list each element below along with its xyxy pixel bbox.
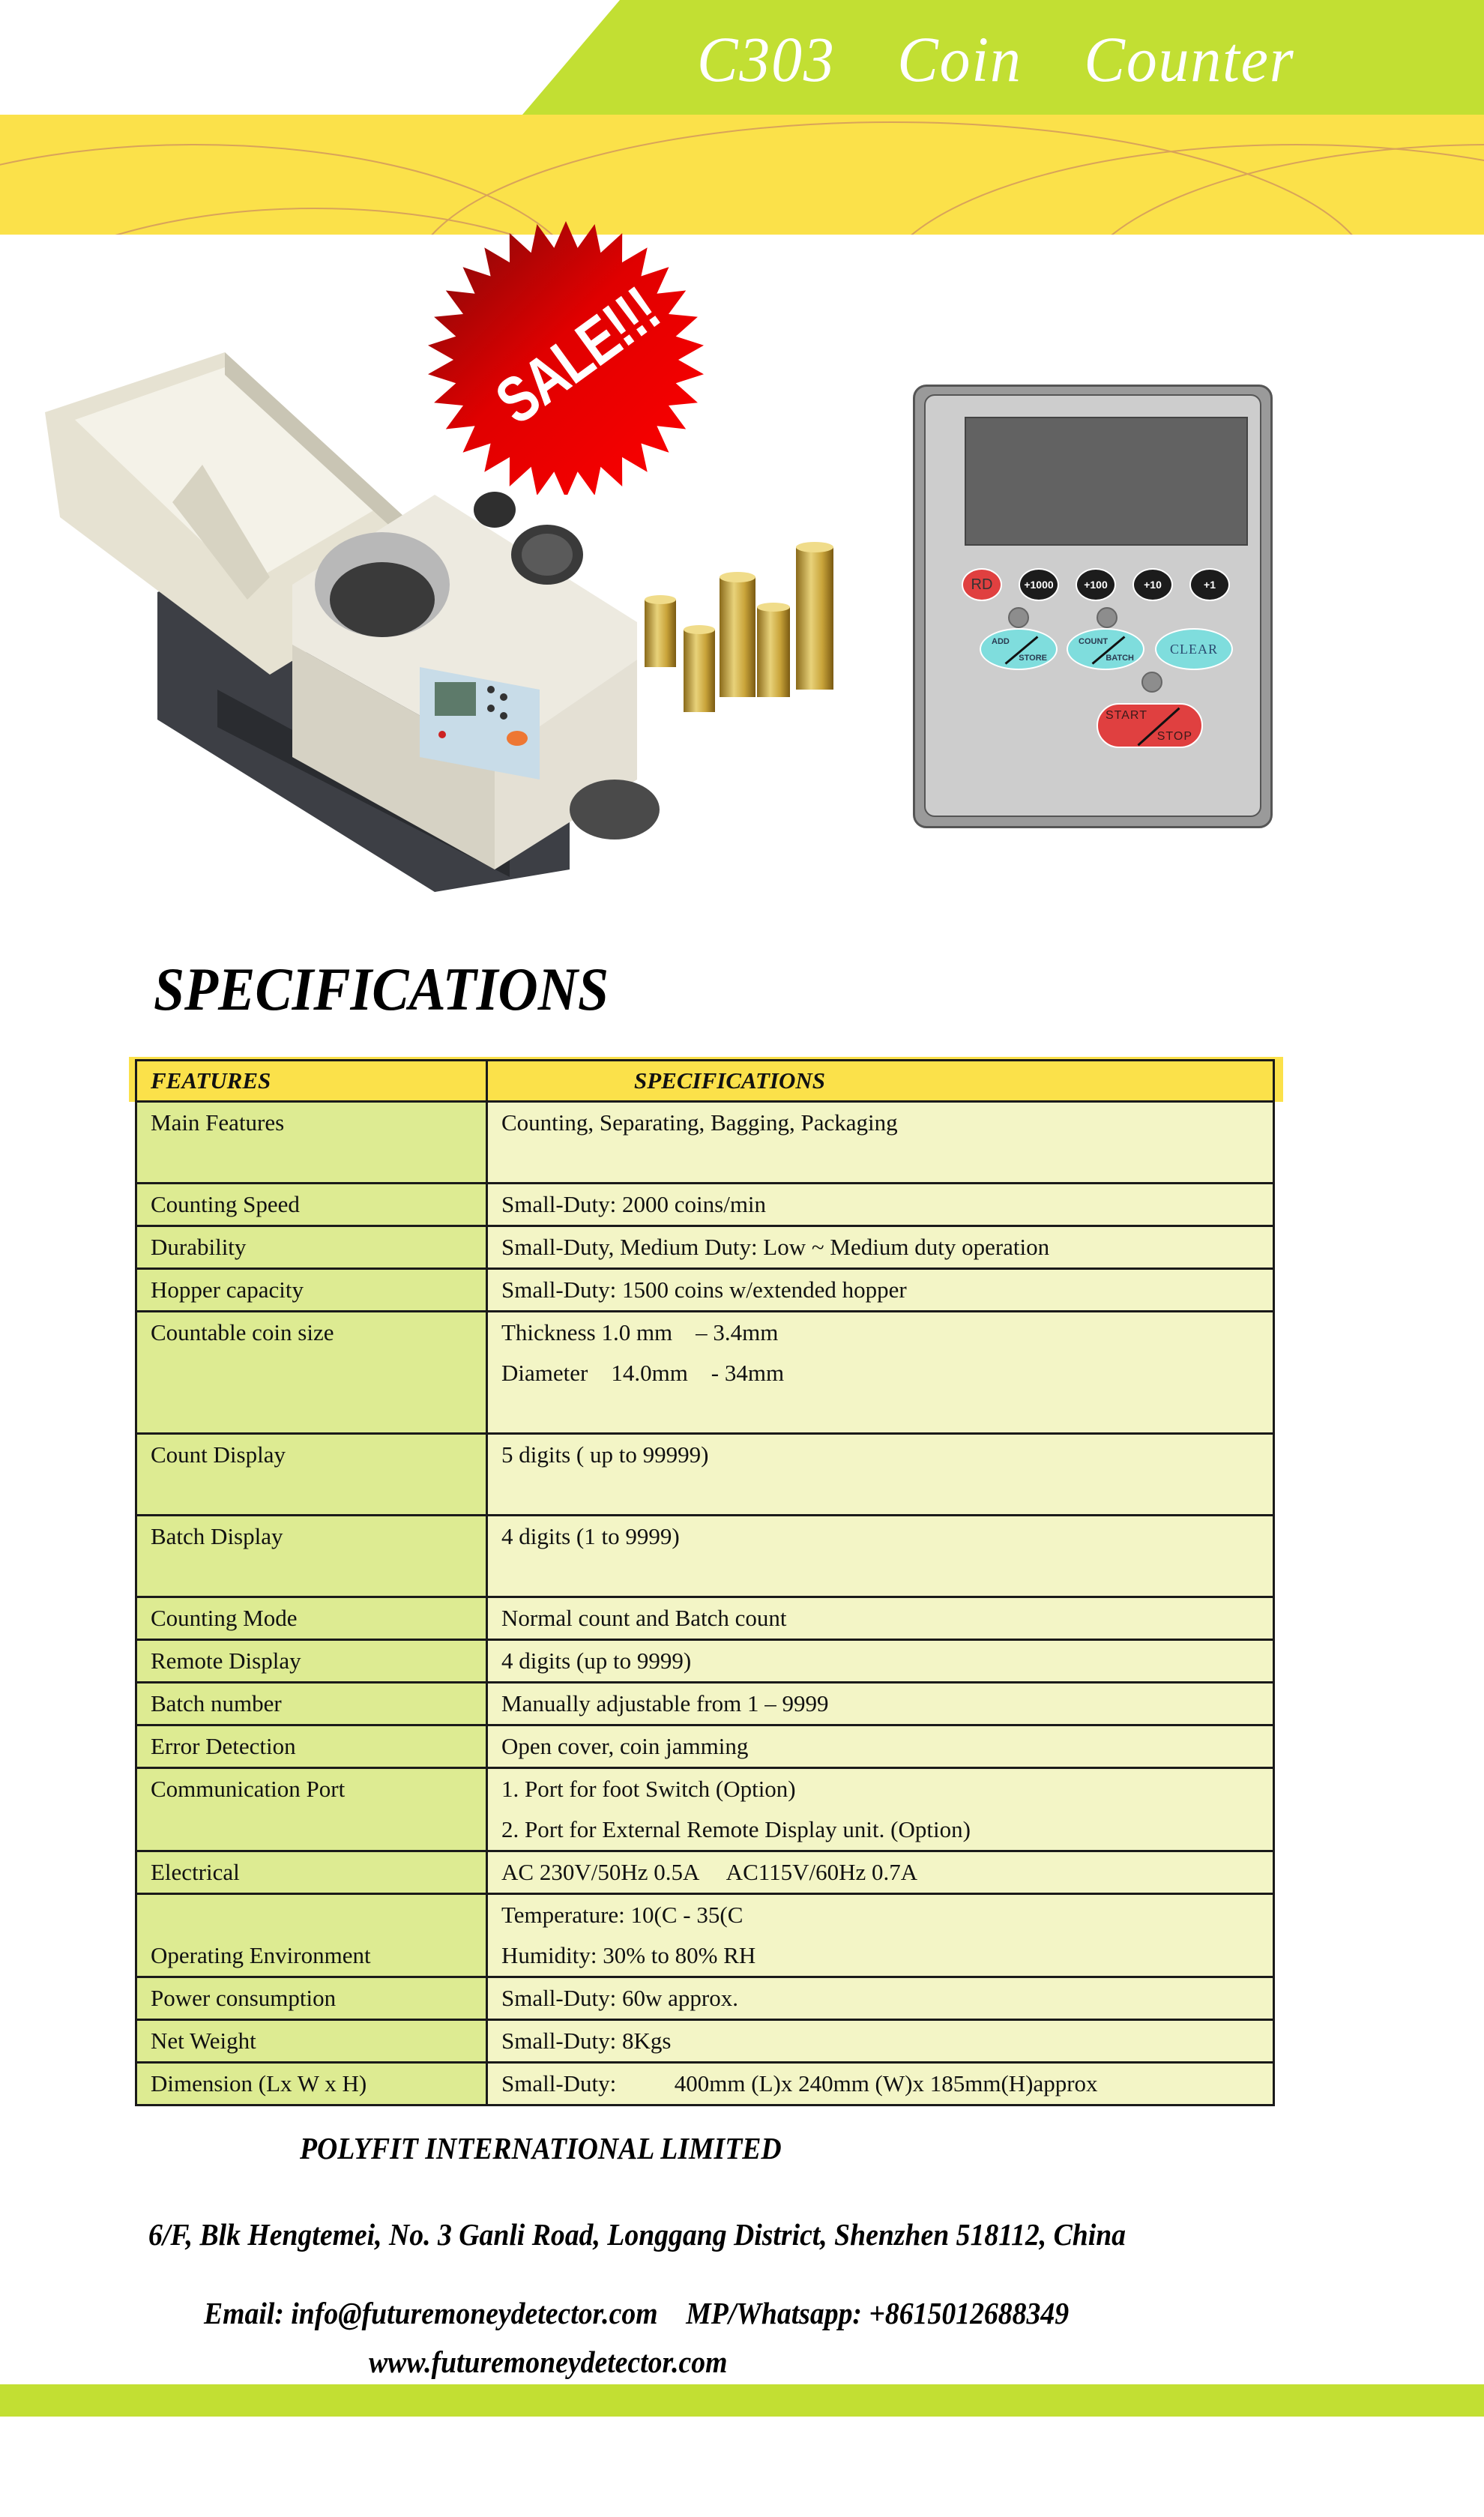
specifications-table xyxy=(135,1059,1275,2106)
spec-value: Counting, Separating, Bagging, Packaging xyxy=(501,1109,898,1136)
feature-label: Batch Display xyxy=(151,1523,283,1549)
spec-value: Thickness 1.0 mm – 3.4mm xyxy=(501,1319,779,1345)
table-row xyxy=(136,1725,1274,1768)
footer-bar xyxy=(0,2384,1484,2417)
batch-label: BATCH xyxy=(1106,654,1134,663)
spec-value: Small-Duty: 400mm (L)x 240mm (W)x 185mm(H)approx xyxy=(501,2070,1098,2097)
table-row xyxy=(136,1977,1274,2020)
spec-cell xyxy=(487,1102,1274,1184)
spec-value: Small-Duty: 2000 coins/min xyxy=(501,1191,767,1217)
table-row xyxy=(136,1768,1274,1851)
table-row xyxy=(136,1851,1274,1894)
spec-cell xyxy=(487,1226,1274,1269)
feature-label: Power consumption xyxy=(151,1985,337,2011)
spec-value: 2. Port for External Remote Display unit. (Option) xyxy=(501,1816,971,1842)
store-label: STORE xyxy=(1019,654,1047,663)
plus-1000-key: +1000 xyxy=(1019,568,1059,601)
feature-label: Operating Environment xyxy=(151,1942,371,1968)
arc-pattern-icon xyxy=(0,115,1484,235)
feature-label: Net Weight xyxy=(151,2028,256,2054)
stop-label: STOP xyxy=(1156,730,1192,743)
spec-cell xyxy=(487,1597,1274,1640)
feature-label: Batch number xyxy=(151,1690,282,1716)
table-row xyxy=(136,1683,1274,1725)
table-header-row xyxy=(136,1061,1274,1102)
table-row xyxy=(136,2020,1274,2063)
spec-value: Open cover, coin jamming xyxy=(501,1733,749,1759)
spec-cell xyxy=(487,1725,1274,1768)
spec-value: Diameter 14.0mm - 34mm xyxy=(501,1360,785,1386)
table-row xyxy=(136,2063,1274,2105)
feature-cell xyxy=(136,1184,487,1226)
spec-cell xyxy=(487,1851,1274,1894)
spec-value: Humidity: 30% to 80% RH xyxy=(501,1942,756,1968)
count-batch-key xyxy=(1067,628,1144,670)
start-stop-key xyxy=(1097,703,1203,748)
start-led-icon xyxy=(1141,672,1162,693)
table-row xyxy=(136,1434,1274,1516)
spec-cell xyxy=(487,1640,1274,1683)
table-row xyxy=(136,1516,1274,1597)
spec-cell xyxy=(487,1516,1274,1597)
feature-cell xyxy=(136,1434,487,1516)
count-label: COUNT xyxy=(1079,637,1109,646)
column-header-features: FEATURES xyxy=(136,1061,487,1102)
feature-label: Remote Display xyxy=(151,1648,301,1674)
add-store-led-icon xyxy=(1008,607,1029,628)
panel-lcd-screen xyxy=(965,417,1248,546)
table-row xyxy=(136,1102,1274,1184)
plus-100-key: +100 xyxy=(1076,568,1116,601)
plus-1-key: +1 xyxy=(1189,568,1230,601)
spec-value: 5 digits ( up to 99999) xyxy=(501,1441,709,1468)
feature-cell xyxy=(136,1725,487,1768)
company-address: 6/F, Blk Hengtemei, No. 3 Ganli Road, Longgang District, Shenzhen 518112, China xyxy=(148,2217,1126,2252)
feature-cell xyxy=(136,1851,487,1894)
feature-label: Counting Speed xyxy=(151,1191,300,1217)
spec-cell xyxy=(487,2020,1274,2063)
feature-label: Durability xyxy=(151,1234,247,1260)
website-link[interactable]: www.futuremoneydetector.com xyxy=(369,2345,728,2379)
table-row xyxy=(136,1269,1274,1312)
spec-value: Small-Duty, Medium Duty: Low ~ Medium duty operation xyxy=(501,1234,1050,1260)
spec-value: AC 230V/50Hz 0.5A AC115V/60Hz 0.7A xyxy=(501,1859,918,1885)
spec-value: Manually adjustable from 1 – 9999 xyxy=(501,1690,829,1716)
feature-cell xyxy=(136,1683,487,1725)
feature-cell xyxy=(136,2020,487,2063)
whatsapp-number: MP/Whatsapp: +8615012688349 xyxy=(686,2296,1070,2330)
spec-value: Normal count and Batch count xyxy=(501,1605,787,1631)
spec-cell xyxy=(487,1312,1274,1434)
spec-cell xyxy=(487,1184,1274,1226)
feature-cell xyxy=(136,1269,487,1312)
feature-label: Error Detection xyxy=(151,1733,296,1759)
column-header-specifications: SPECIFICATIONS xyxy=(487,1061,1274,1102)
spec-value: Small-Duty: 60w approx. xyxy=(501,1985,738,2011)
feature-cell xyxy=(136,1977,487,2020)
feature-label: Count Display xyxy=(151,1441,286,1468)
add-store-key xyxy=(980,628,1058,670)
spec-value: Small-Duty: 1500 coins w/extended hopper xyxy=(501,1276,907,1303)
feature-label: Main Features xyxy=(151,1109,285,1136)
email-link[interactable]: Email: info@futuremoneydetector.com xyxy=(204,2296,658,2330)
table-row xyxy=(136,1312,1274,1434)
spec-cell xyxy=(487,2063,1274,2105)
feature-label: Counting Mode xyxy=(151,1605,298,1631)
spec-cell xyxy=(487,1434,1274,1516)
spec-value: 4 digits (up to 9999) xyxy=(501,1648,692,1674)
panel-face xyxy=(924,394,1261,817)
feature-label: Hopper capacity xyxy=(151,1276,304,1303)
feature-label: Electrical xyxy=(151,1859,240,1885)
sale-badge-text: SALE!!! xyxy=(483,274,672,438)
clear-key: CLEAR xyxy=(1155,628,1233,670)
table-row xyxy=(136,1226,1274,1269)
feature-cell xyxy=(136,1312,487,1434)
company-name: POLYFIT INTERNATIONAL LIMITED xyxy=(300,2131,782,2165)
table-row xyxy=(136,1597,1274,1640)
spec-cell xyxy=(487,1768,1274,1851)
feature-label: Countable coin size xyxy=(151,1319,334,1345)
feature-cell xyxy=(136,1516,487,1597)
table-row xyxy=(136,1894,1274,1977)
spec-cell xyxy=(487,1683,1274,1725)
remote-display-panel-image xyxy=(913,385,1273,828)
feature-label: Dimension (Lx W x H) xyxy=(151,2070,367,2097)
table-body xyxy=(136,1102,1274,2105)
feature-label: Communication Port xyxy=(151,1776,346,1802)
feature-cell xyxy=(136,1894,487,1977)
coin-stacks-image xyxy=(645,525,869,720)
feature-cell xyxy=(136,1226,487,1269)
feature-cell xyxy=(136,1597,487,1640)
start-label: START xyxy=(1106,709,1147,722)
contact-line xyxy=(204,2294,1069,2333)
spec-value: Small-Duty: 8Kgs xyxy=(501,2028,672,2054)
add-label: ADD xyxy=(992,637,1010,646)
decorative-arc-band xyxy=(0,115,1484,235)
specifications-heading: SPECIFICATIONS xyxy=(154,955,609,1023)
spec-value: Temperature: 10(C - 35(C xyxy=(501,1902,743,1928)
feature-cell xyxy=(136,1102,487,1184)
spec-value: 4 digits (1 to 9999) xyxy=(501,1523,680,1549)
table-row xyxy=(136,1640,1274,1683)
table-row xyxy=(136,1184,1274,1226)
plus-10-key: +10 xyxy=(1132,568,1173,601)
spec-cell xyxy=(487,1269,1274,1312)
spec-cell xyxy=(487,1977,1274,2020)
rd-key: RD xyxy=(962,568,1002,601)
spec-value: 1. Port for foot Switch (Option) xyxy=(501,1776,796,1802)
page-title: C303 Coin Counter xyxy=(697,23,1295,95)
spec-cell xyxy=(487,1894,1274,1977)
feature-cell xyxy=(136,1768,487,1851)
count-batch-led-icon xyxy=(1097,607,1117,628)
feature-cell xyxy=(136,2063,487,2105)
feature-cell xyxy=(136,1640,487,1683)
